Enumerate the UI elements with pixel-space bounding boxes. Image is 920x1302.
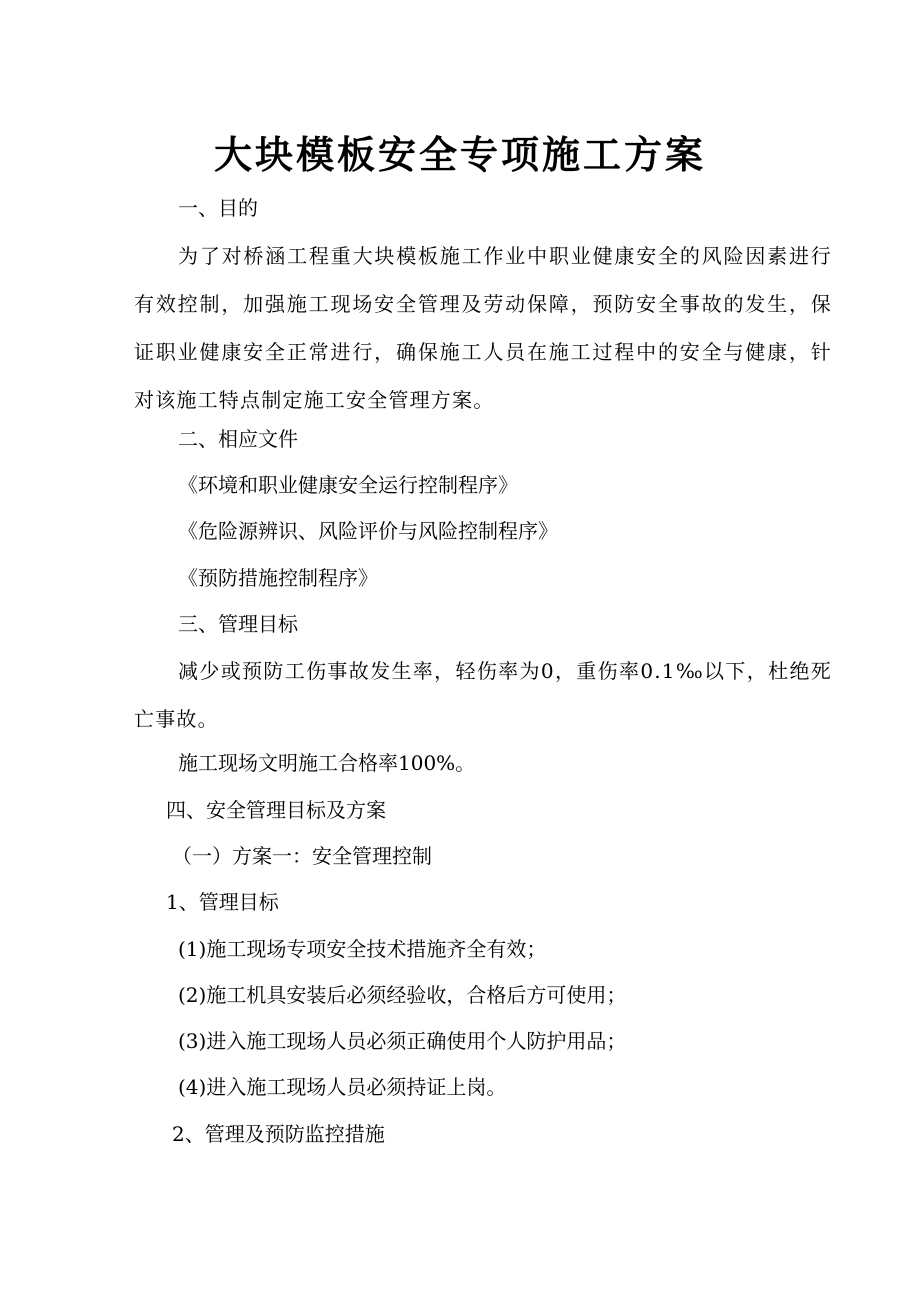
- reference-document-2: 《危险源辨识、风险评价与风险控制程序》: [178, 519, 558, 543]
- goal-item-2: (2)施工机具安装后必须经验收，合格后方可使用；: [178, 983, 627, 1007]
- reference-document-3: 《预防措施控制程序》: [178, 566, 378, 590]
- document-title: 大块模板安全专项施工方案: [213, 133, 706, 177]
- monitoring-measures-heading: 2、管理及预防监控措施: [172, 1122, 385, 1146]
- management-goals-heading: 1、管理目标: [166, 890, 279, 914]
- reference-document-1: 《环境和职业健康安全运行控制程序》: [178, 473, 518, 497]
- goal-item-1: (1)施工现场专项安全技术措施齐全有效；: [178, 937, 547, 961]
- section-heading-safety-plan: 四、安全管理目标及方案: [166, 798, 386, 822]
- section-heading-goals: 三、管理目标: [178, 612, 298, 636]
- goals-civilized-rate: 施工现场文明施工合格率100%。: [178, 751, 476, 775]
- goals-paragraph: 减少或预防工伤事故发生率，轻伤率为0，重伤率0.1‰以下，杜绝死亡事故。: [134, 659, 832, 731]
- section-heading-purpose: 一、目的: [178, 196, 258, 220]
- purpose-paragraph: 为了对桥涵工程重大块模板施工作业中职业健康安全的风险因素进行有效控制，加强施工现场安全管理及劳动保障，预防安全事故的发生，保证职业健康安全正常进行，确保施工人员在施工过程中的安全与健康，针对该施工特点制定施工安全管理方案。: [134, 244, 832, 412]
- goal-item-3: (3)进入施工现场人员必须正确使用个人防护用品；: [178, 1029, 627, 1053]
- plan-one-heading: （一）方案一：安全管理控制: [172, 844, 432, 868]
- section-heading-documents: 二、相应文件: [178, 427, 298, 451]
- goal-item-4: (4)进入施工现场人员必须持证上岗。: [178, 1075, 507, 1099]
